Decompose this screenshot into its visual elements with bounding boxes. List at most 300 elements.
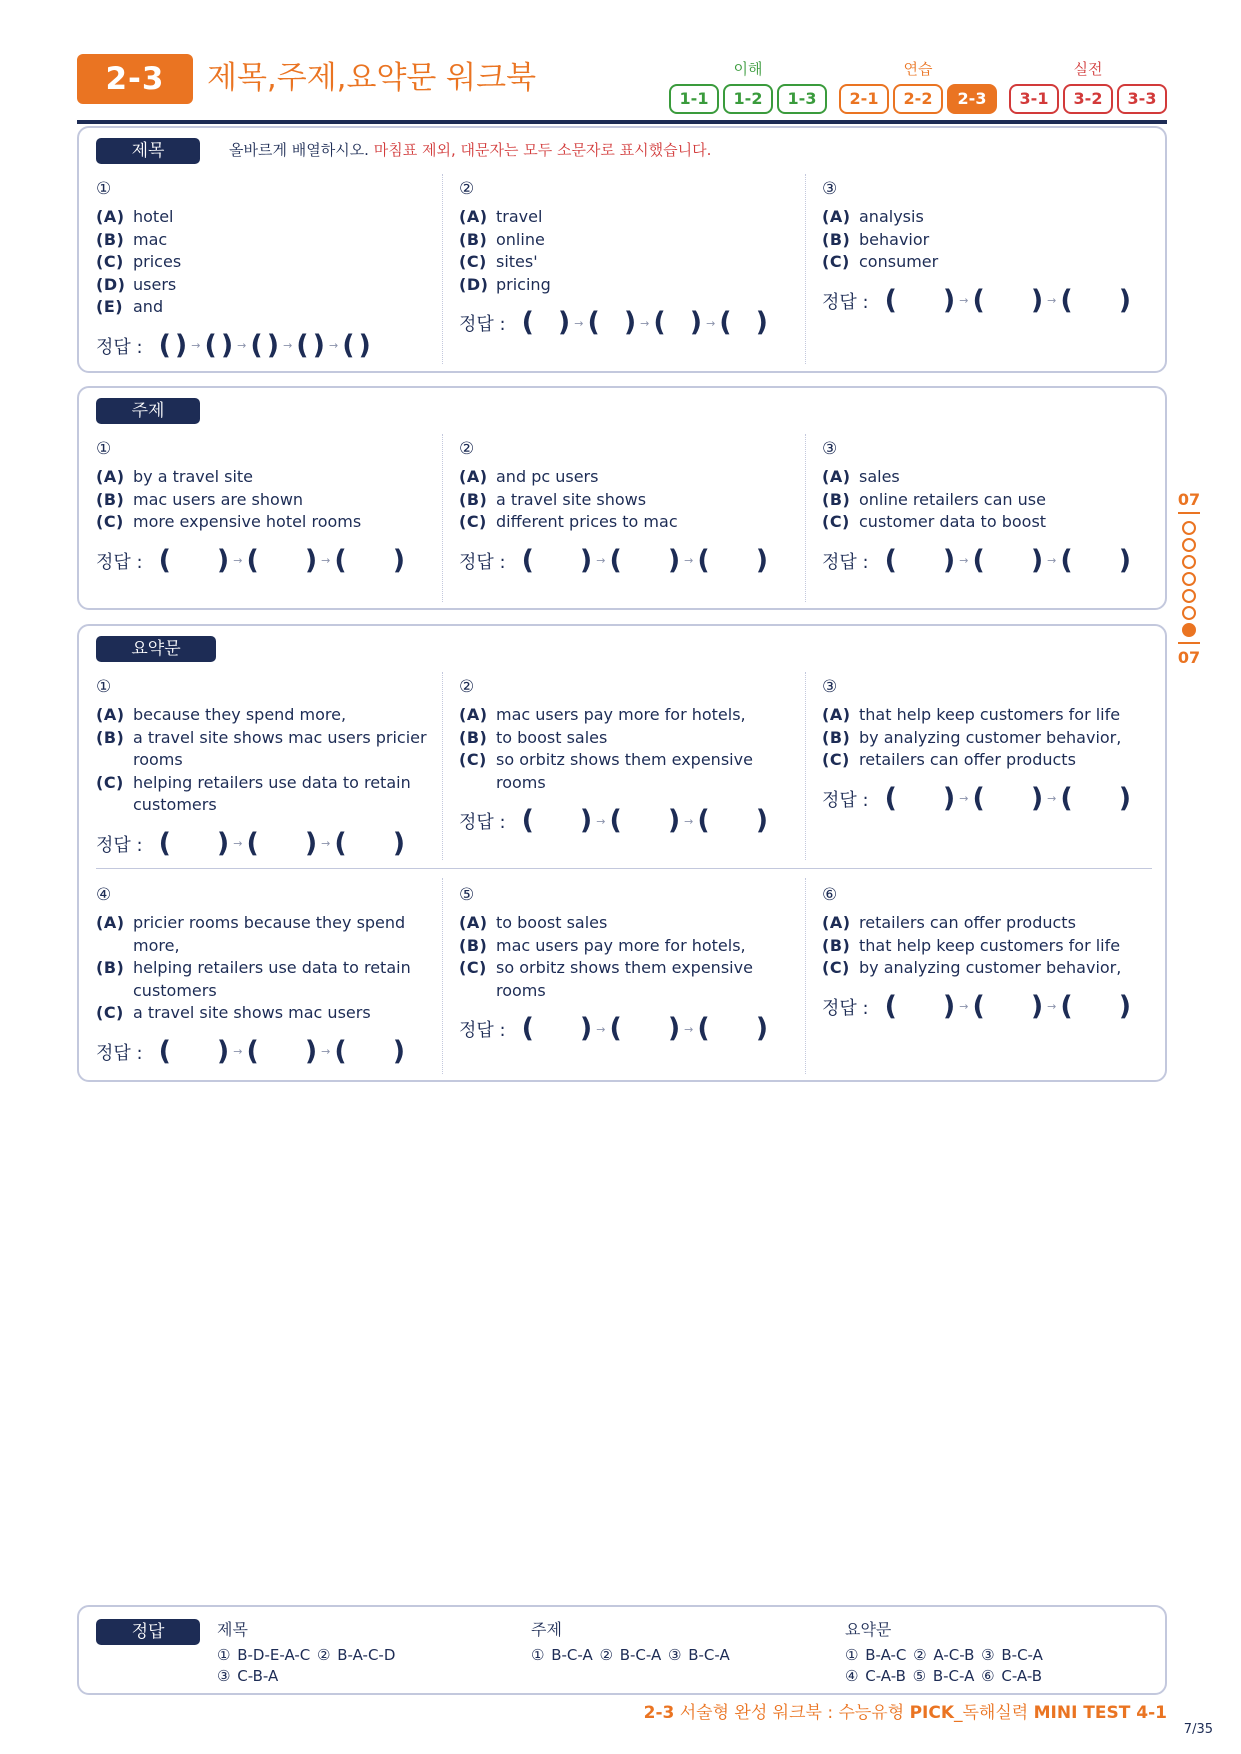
answer-line[interactable] [96, 544, 436, 578]
answer-label: 정답 : [459, 314, 506, 336]
answer-slot[interactable] [885, 546, 956, 576]
title-section [77, 126, 1167, 373]
choice-c [96, 1002, 436, 1025]
section-label-summary: 요약문 [96, 636, 216, 662]
paren-open: ( [587, 307, 600, 339]
paren-close: ) [579, 805, 593, 837]
row-divider [96, 868, 1152, 869]
choice-c [459, 957, 799, 1002]
paren-close: ) [358, 329, 371, 361]
current-dot-icon [1182, 623, 1196, 637]
choice-text: so orbitz shows them expensive rooms [496, 750, 753, 792]
choice-c [459, 511, 799, 534]
choice-label: (A) [822, 705, 851, 724]
level-group-practice [839, 60, 997, 114]
paren-close: ) [1118, 544, 1132, 576]
dot-icon [1182, 572, 1196, 586]
choice-label: (B) [459, 935, 488, 955]
answer-key-summary [845, 1619, 1125, 1687]
paren-open: ( [1060, 284, 1073, 316]
answer-slot[interactable] [296, 331, 325, 361]
choice-label: (B) [822, 489, 851, 509]
question-5 [459, 884, 799, 1046]
paren-close: ) [755, 544, 769, 576]
question-number: ② [459, 439, 475, 459]
arrow-icon: → [596, 554, 606, 568]
level-tab-2-3[interactable]: 2-3 [947, 84, 997, 114]
answer-slot[interactable] [697, 1014, 768, 1044]
choice-label: (B) [459, 229, 488, 249]
answer-slot[interactable] [250, 331, 279, 361]
answer-label: 정답 : [459, 1020, 506, 1042]
choice-c [96, 511, 436, 534]
choice-b [822, 935, 1162, 958]
level-tab-3-3[interactable]: 3-3 [1117, 84, 1167, 114]
answer-slot[interactable] [697, 546, 768, 576]
choice-a [459, 912, 799, 935]
paren-close: ) [579, 544, 593, 576]
answer-slot[interactable] [522, 308, 571, 338]
answer-slot[interactable] [246, 546, 317, 576]
choice-text: because they spend more, [133, 705, 347, 724]
choice-text: to boost sales [496, 913, 608, 932]
paren-close: ) [392, 544, 406, 576]
paren-open: ( [609, 544, 622, 576]
choice-b [96, 957, 436, 1002]
choice-a [459, 466, 799, 489]
choice-a [96, 466, 436, 489]
choice-text: helping retailers use data to retain customers [133, 772, 411, 815]
choice-label: (B) [96, 958, 125, 978]
arrow-icon: → [684, 1022, 694, 1036]
answer-slot[interactable] [609, 546, 680, 576]
choice-text: and pc users [496, 467, 599, 486]
paren-close: ) [755, 805, 769, 837]
question-number: ① [96, 677, 112, 697]
choice-text: helping retailers use data to retain customers [133, 958, 411, 1000]
paren-close: ) [220, 329, 234, 361]
paren-close: ) [174, 329, 188, 361]
column-divider [805, 672, 806, 860]
arrow-icon: → [596, 1022, 606, 1036]
dot-icon [1182, 555, 1196, 569]
level-group-understanding [669, 60, 827, 114]
choice-label: (B) [822, 727, 851, 747]
question-number: ③ [822, 677, 838, 697]
choice-label: (C) [459, 750, 487, 770]
level-tab-1-2[interactable]: 1-2 [723, 84, 773, 114]
footer-title [644, 1701, 1167, 1725]
paren-open: ( [342, 329, 355, 361]
page-title: 제목,주제,요약문 워크북 [207, 60, 537, 96]
answer-line[interactable] [459, 804, 799, 838]
choice-text: more expensive hotel rooms [133, 512, 362, 532]
paren-open: ( [250, 329, 263, 361]
choice-b [96, 229, 436, 252]
question-2 [459, 438, 799, 578]
choice-label: (C) [96, 772, 124, 792]
column-divider [442, 174, 443, 364]
column-divider [805, 878, 806, 1074]
paren-close: ) [667, 544, 681, 576]
answer-slot[interactable] [609, 1014, 680, 1044]
arrow-icon: → [959, 294, 969, 308]
header-rule [77, 120, 1167, 124]
paren-close: ) [1030, 782, 1044, 814]
paren-open: ( [697, 805, 710, 837]
paren-close: ) [1118, 782, 1132, 814]
choice-text: behavior [859, 229, 930, 249]
answer-slot[interactable] [246, 1037, 317, 1067]
question-3 [822, 676, 1162, 816]
indicator-line [1178, 642, 1200, 644]
choice-text: a travel site shows mac users [133, 1003, 371, 1023]
dot-icon [1182, 521, 1196, 535]
paren-open: ( [1060, 544, 1073, 576]
question-1 [96, 438, 436, 578]
choice-text: travel [496, 207, 543, 226]
answer-key-column-title: 요약문 [845, 1620, 892, 1639]
choice-text: pricier rooms because they spend more, [133, 913, 406, 955]
arrow-icon: → [1047, 1000, 1057, 1014]
answer-slot[interactable] [697, 806, 768, 836]
answer-slot[interactable] [587, 308, 636, 338]
answer-line[interactable] [822, 990, 1162, 1024]
answer-slot[interactable] [885, 784, 956, 814]
paren-open: ( [521, 1013, 534, 1045]
answer-slot[interactable] [1060, 286, 1131, 316]
answer-slot[interactable] [972, 546, 1043, 576]
arrow-icon: → [706, 316, 716, 330]
paren-open: ( [158, 827, 171, 859]
choice-text: mac users pay more for hotels, [496, 705, 746, 724]
choice-a [96, 206, 436, 229]
answer-slot[interactable] [653, 308, 702, 338]
paren-close: ) [304, 827, 318, 859]
answer-key-line: ① B-A-C ② A-C-B ③ B-C-A [845, 1646, 1043, 1664]
answer-slot[interactable] [522, 806, 593, 836]
paren-open: ( [334, 544, 347, 576]
answer-slot[interactable] [885, 286, 956, 316]
choice-text: online [496, 229, 545, 249]
paren-close: ) [312, 329, 325, 361]
indicator-number-bottom: 07 [1177, 648, 1201, 667]
choice-c [822, 749, 1162, 772]
answer-key [77, 1605, 1167, 1695]
section-label-topic: 주제 [96, 398, 200, 424]
arrow-icon: → [283, 339, 293, 353]
paren-close: ) [216, 544, 230, 576]
answer-key-column-title: 주제 [531, 1620, 562, 1639]
choice-a [822, 206, 1162, 229]
paren-open: ( [334, 827, 347, 859]
choice-c [822, 957, 1162, 980]
page-indicator [1176, 490, 1202, 668]
answer-label: 정답 : [822, 291, 869, 313]
column-divider [442, 672, 443, 860]
answer-label: 정답 : [822, 789, 869, 811]
answer-label: 정답 : [96, 336, 143, 358]
question-number: ① [96, 179, 112, 199]
level-tab-1-1[interactable]: 1-1 [669, 84, 719, 114]
answer-line[interactable] [822, 284, 1162, 318]
choice-label: (D) [459, 274, 489, 294]
answer-key-line: ① B-C-A ② B-C-A ③ B-C-A [531, 1646, 730, 1664]
answer-slot[interactable] [159, 1037, 230, 1067]
choice-b [96, 727, 436, 772]
paren-close: ) [1118, 990, 1132, 1022]
choice-b [459, 229, 799, 252]
choice-text: pricing [496, 274, 551, 294]
answer-slot[interactable] [972, 992, 1043, 1022]
choice-text: so orbitz shows them expensive rooms [496, 958, 753, 1000]
choice-c [96, 251, 436, 274]
answer-slot[interactable] [334, 546, 405, 576]
answer-slot[interactable] [1060, 784, 1131, 814]
arrow-icon: → [959, 554, 969, 568]
choice-text: by a travel site [133, 467, 253, 486]
paren-open: ( [697, 544, 710, 576]
paren-open: ( [972, 990, 985, 1022]
arrow-icon: → [191, 339, 201, 353]
answer-key-label: 정답 [96, 1619, 200, 1645]
summary-section [77, 624, 1167, 1082]
arrow-icon: → [321, 837, 331, 851]
choice-c [459, 749, 799, 794]
choice-b [459, 935, 799, 958]
paren-open: ( [609, 805, 622, 837]
paren-close: ) [942, 782, 956, 814]
choice-text: users [133, 274, 177, 294]
column-divider [805, 174, 806, 364]
choice-label: (B) [459, 727, 488, 747]
question-number: ④ [96, 885, 112, 905]
paren-close: ) [1030, 544, 1044, 576]
choice-c [822, 251, 1162, 274]
choice-label: (A) [96, 913, 125, 932]
answer-key-title [217, 1619, 497, 1687]
choice-label: (C) [822, 512, 850, 532]
dot-icon [1182, 538, 1196, 552]
paren-close: ) [216, 827, 230, 859]
choice-text: mac [133, 229, 168, 249]
paren-open: ( [884, 544, 897, 576]
choice-a [459, 206, 799, 229]
column-divider [805, 434, 806, 602]
answer-label: 정답 : [96, 1042, 143, 1064]
paren-open: ( [697, 1013, 710, 1045]
footer-book: _독해실력 [954, 1703, 1034, 1723]
answer-line[interactable] [822, 544, 1162, 578]
question-1 [96, 178, 436, 363]
choice-a [459, 704, 799, 727]
choice-a [822, 704, 1162, 727]
arrow-icon: → [1047, 554, 1057, 568]
answer-slot[interactable] [885, 992, 956, 1022]
choice-label: (B) [822, 229, 851, 249]
paren-close: ) [942, 990, 956, 1022]
answer-line[interactable] [459, 544, 799, 578]
choice-b [822, 489, 1162, 512]
choice-label: (A) [459, 705, 488, 724]
answer-slot[interactable] [159, 331, 188, 361]
paren-close: ) [942, 544, 956, 576]
choice-text: that help keep customers for life [859, 935, 1121, 955]
indicator-dots [1182, 518, 1196, 640]
paren-close: ) [689, 307, 703, 339]
choice-text: different prices to mac [496, 512, 678, 532]
choice-text: customer data to boost [859, 512, 1047, 532]
answer-slot[interactable] [159, 829, 230, 859]
question-number: ① [96, 439, 112, 459]
paren-open: ( [334, 1035, 347, 1067]
choice-text: to boost sales [496, 727, 608, 747]
answer-slot[interactable] [522, 546, 593, 576]
paren-close: ) [392, 1035, 406, 1067]
answer-slot[interactable] [972, 784, 1043, 814]
arrow-icon: → [574, 316, 584, 330]
question-2 [459, 676, 799, 838]
choice-label: (A) [459, 913, 488, 932]
answer-slot[interactable] [609, 806, 680, 836]
paren-close: ) [216, 1035, 230, 1067]
question-4 [96, 884, 436, 1069]
question-2 [459, 178, 799, 340]
question-3 [822, 438, 1162, 578]
choice-label: (B) [96, 229, 125, 249]
paren-close: ) [557, 307, 571, 339]
arrow-icon: → [1047, 792, 1057, 806]
question-number: ③ [822, 439, 838, 459]
level-tab-2-2[interactable]: 2-2 [893, 84, 943, 114]
choice-label: (C) [822, 750, 850, 770]
answer-line[interactable] [459, 306, 799, 340]
answer-label: 정답 : [459, 812, 506, 834]
level-label: 이해 [733, 60, 763, 78]
choice-a [822, 912, 1162, 935]
question-6 [822, 884, 1162, 1024]
level-tab-2-1[interactable]: 2-1 [839, 84, 889, 114]
level-group-exam [1009, 60, 1167, 114]
choice-a [822, 466, 1162, 489]
choice-label: (A) [459, 207, 488, 226]
choice-label: (C) [96, 1003, 124, 1023]
level-tab-3-2[interactable]: 3-2 [1063, 84, 1113, 114]
arrow-icon: → [684, 554, 694, 568]
answer-slot[interactable] [972, 286, 1043, 316]
choice-text: a travel site shows mac users pricier rooms [133, 727, 427, 770]
instruction-text: 올바르게 배열하시오. [229, 141, 369, 159]
choice-a [96, 912, 436, 957]
choice-text: sites' [496, 252, 538, 272]
answer-slot[interactable] [719, 308, 768, 338]
arrow-icon: → [1047, 294, 1057, 308]
instruction-note: 마침표 제외, 대문자는 모두 소문자로 표시했습니다. [368, 141, 712, 159]
answer-slot[interactable] [246, 829, 317, 859]
paren-close: ) [942, 284, 956, 316]
arrow-icon: → [959, 792, 969, 806]
answer-slot[interactable] [334, 829, 405, 859]
paren-close: ) [1030, 284, 1044, 316]
answer-label: 정답 : [822, 997, 869, 1019]
choice-text: mac users pay more for hotels, [496, 935, 746, 955]
answer-line[interactable] [459, 1012, 799, 1046]
answer-label: 정답 : [459, 551, 506, 573]
arrow-icon: → [959, 1000, 969, 1014]
page-number: 7/35 [1183, 1722, 1213, 1737]
footer-pick: PICK [909, 1703, 954, 1723]
footer-test: MINI TEST 4-1 [1033, 1703, 1167, 1723]
answer-slot[interactable] [522, 1014, 593, 1044]
choice-label: (C) [459, 252, 487, 272]
choice-label: (C) [822, 252, 850, 272]
choice-text: mac users are shown [133, 489, 304, 509]
answer-slot[interactable] [204, 331, 233, 361]
choice-label: (A) [96, 467, 125, 486]
answer-slot[interactable] [1060, 992, 1131, 1022]
answer-slot[interactable] [334, 1037, 405, 1067]
choice-b [459, 727, 799, 750]
answer-line[interactable] [96, 827, 436, 861]
choice-text: by analyzing customer behavior, [859, 727, 1122, 747]
dot-icon [1182, 606, 1196, 620]
answer-slot[interactable] [1060, 546, 1131, 576]
paren-close: ) [1030, 990, 1044, 1022]
answer-key-line: ① B-D-E-A-C ② B-A-C-D [217, 1646, 396, 1664]
paren-open: ( [521, 544, 534, 576]
level-tab-3-1[interactable]: 3-1 [1009, 84, 1059, 114]
paren-open: ( [972, 544, 985, 576]
answer-line[interactable] [822, 782, 1162, 816]
choice-text: a travel site shows [496, 489, 647, 509]
paren-open: ( [204, 329, 217, 361]
choice-label: (A) [459, 467, 488, 486]
paren-close: ) [266, 329, 280, 361]
level-tab-1-3[interactable]: 1-3 [777, 84, 827, 114]
question-number: ② [459, 179, 475, 199]
paren-close: ) [304, 1035, 318, 1067]
answer-line[interactable] [96, 329, 436, 363]
question-number: ⑤ [459, 885, 475, 905]
paren-close: ) [579, 1013, 593, 1045]
paren-open: ( [296, 329, 309, 361]
choice-label: (C) [96, 512, 124, 532]
paren-close: ) [1118, 284, 1132, 316]
paren-open: ( [653, 307, 666, 339]
column-divider [442, 434, 443, 602]
choice-label: (D) [96, 274, 126, 294]
answer-line[interactable] [96, 1035, 436, 1069]
answer-key-line: ③ C-B-A [217, 1667, 279, 1685]
choice-label: (C) [822, 958, 850, 978]
topic-section [77, 386, 1167, 610]
answer-slot[interactable] [159, 546, 230, 576]
indicator-line [1178, 512, 1200, 514]
answer-slot[interactable] [342, 331, 371, 361]
choice-a [96, 704, 436, 727]
paren-open: ( [246, 544, 259, 576]
choice-label: (A) [822, 913, 851, 932]
paren-open: ( [719, 307, 732, 339]
paren-open: ( [158, 544, 171, 576]
arrow-icon: → [233, 837, 243, 851]
paren-open: ( [884, 782, 897, 814]
choice-d [96, 274, 436, 297]
choice-text: retailers can offer products [859, 750, 1076, 770]
choice-label: (A) [96, 207, 125, 226]
paren-close: ) [755, 307, 768, 339]
question-1 [96, 676, 436, 861]
